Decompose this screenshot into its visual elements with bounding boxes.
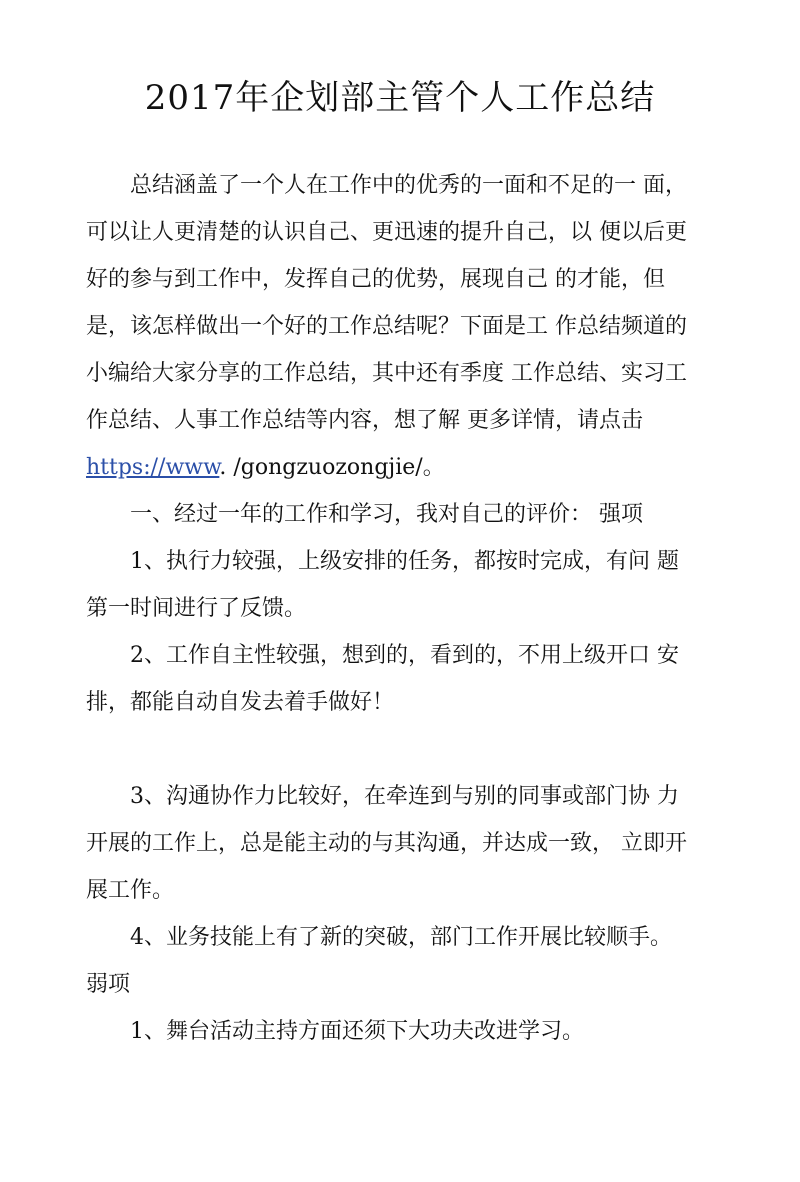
intro-url-line [86, 444, 706, 491]
strength-line: 展工作。 [86, 878, 175, 903]
strength-line: 4、业务技能上有了新的突破，部门工作开展比较顺手。 [130, 925, 672, 950]
paragraph-gap [86, 726, 706, 773]
document-body [86, 162, 706, 1055]
intro-line: 作总结、人事工作总结等内容，想了解 更多详情，请点击 [86, 408, 643, 433]
strength-line: 排，都能自动自发去着手做好！ [86, 690, 395, 715]
gongzuozongjie-link[interactable]: https://www [86, 455, 220, 480]
intro-line: 总结涵盖了一个人在工作中的优秀的一面和不足的一 面， [130, 173, 687, 198]
intro-line: 是，该怎样做出一个好的工作总结呢？下面是工 作总结频道的 [86, 314, 687, 339]
strength-line: 第一时间进行了反馈。 [86, 596, 307, 621]
strength-item-4 [86, 914, 706, 1008]
section-heading: 一、经过一年的工作和学习，我对自己的评价： 强项 [130, 502, 643, 527]
strength-item-3 [86, 773, 706, 914]
strength-line: 1、执行力较强，上级安排的任务，都按时完成，有问 题 [130, 549, 679, 574]
intro-line: 好的参与到工作中，发挥自己的优势，展现自己 的才能，但 [86, 267, 665, 292]
page-title: 2017年企划部主管个人工作总结 [144, 78, 656, 118]
weakness-line: 1、舞台活动主持方面还须下大功夫改进学习。 [130, 1019, 584, 1044]
intro-paragraph [86, 162, 706, 491]
intro-line: 小编给大家分享的工作总结，其中还有季度 工作总结、实习工 [86, 361, 687, 386]
strength-item-2 [86, 632, 706, 726]
strength-line: 开展的工作上，总是能主动的与其沟通，并达成一致， 立即开 [86, 831, 687, 856]
strength-line: 2、工作自主性较强，想到的，看到的，不用上级开口 安 [130, 643, 679, 668]
weakness-item-1 [86, 1008, 706, 1055]
weakness-heading: 弱项 [86, 972, 131, 997]
strength-item-1 [86, 538, 706, 632]
strength-line: 3、沟通协作力比较好，在牵连到与别的同事或部门协 力 [130, 784, 679, 809]
url-rest-text: . /gongzuozongjie/。 [219, 455, 445, 480]
intro-line: 可以让人更清楚的认识自己、更迅速的提升自己，以 便以后更 [86, 220, 687, 245]
